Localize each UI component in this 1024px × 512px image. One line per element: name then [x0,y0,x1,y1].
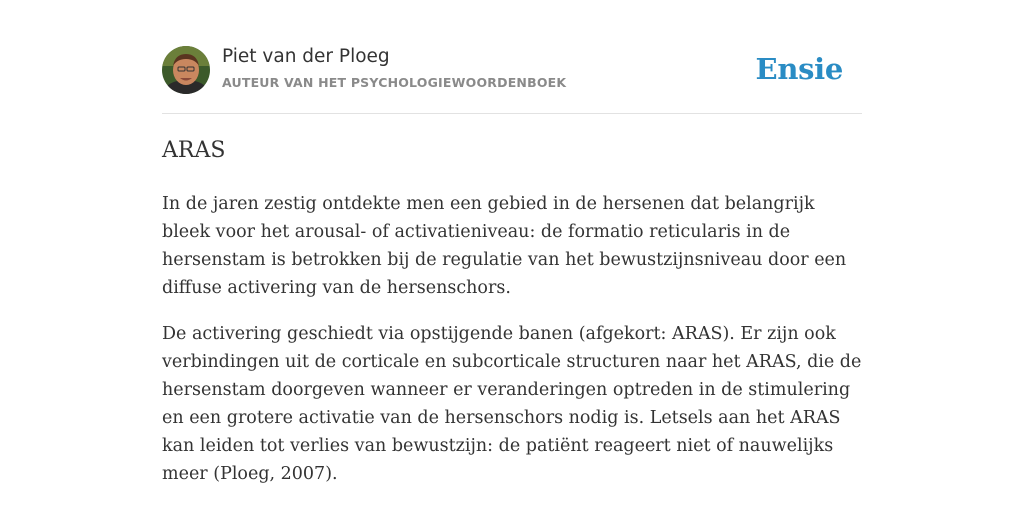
entry-paragraph: De activering geschiedt via opstijgende banen (afgekort: ARAS). Er zijn ook verbindingen uit de corticale en subcorticale structuren naar het ARAS, die de hersenstam doorgeven wanneer er veranderingen optreden in de stimulering en een grotere activatie van de hersenschors nodig is. Letsels aan het ARAS kan leiden tot verlies van bewustzijn: de patiënt reageert niet of nauwelijks meer (Ploeg, 2007). [162,324,862,484]
author-role: AUTEUR VAN HET PSYCHOLOGIEWOORDENBOEK [222,75,567,90]
entry-body [162,190,862,506]
author-name[interactable]: Piet van der Ploeg [222,46,390,67]
entry-title: ARAS [162,138,226,163]
ensie-logo[interactable]: Ensie [755,52,843,86]
author-avatar[interactable] [162,46,210,94]
author-header [162,0,862,114]
entry-paragraph: In de jaren zestig ontdekte men een gebied in de hersenen dat belangrijk bleek voor het arousal- of activatieniveau: de formatio reticularis in de hersenstam is betrokken bij de regulatie van het bewustzijnsniveau door een diffuse activering van de hersenschors. [162,194,847,298]
entry-card [162,0,862,484]
